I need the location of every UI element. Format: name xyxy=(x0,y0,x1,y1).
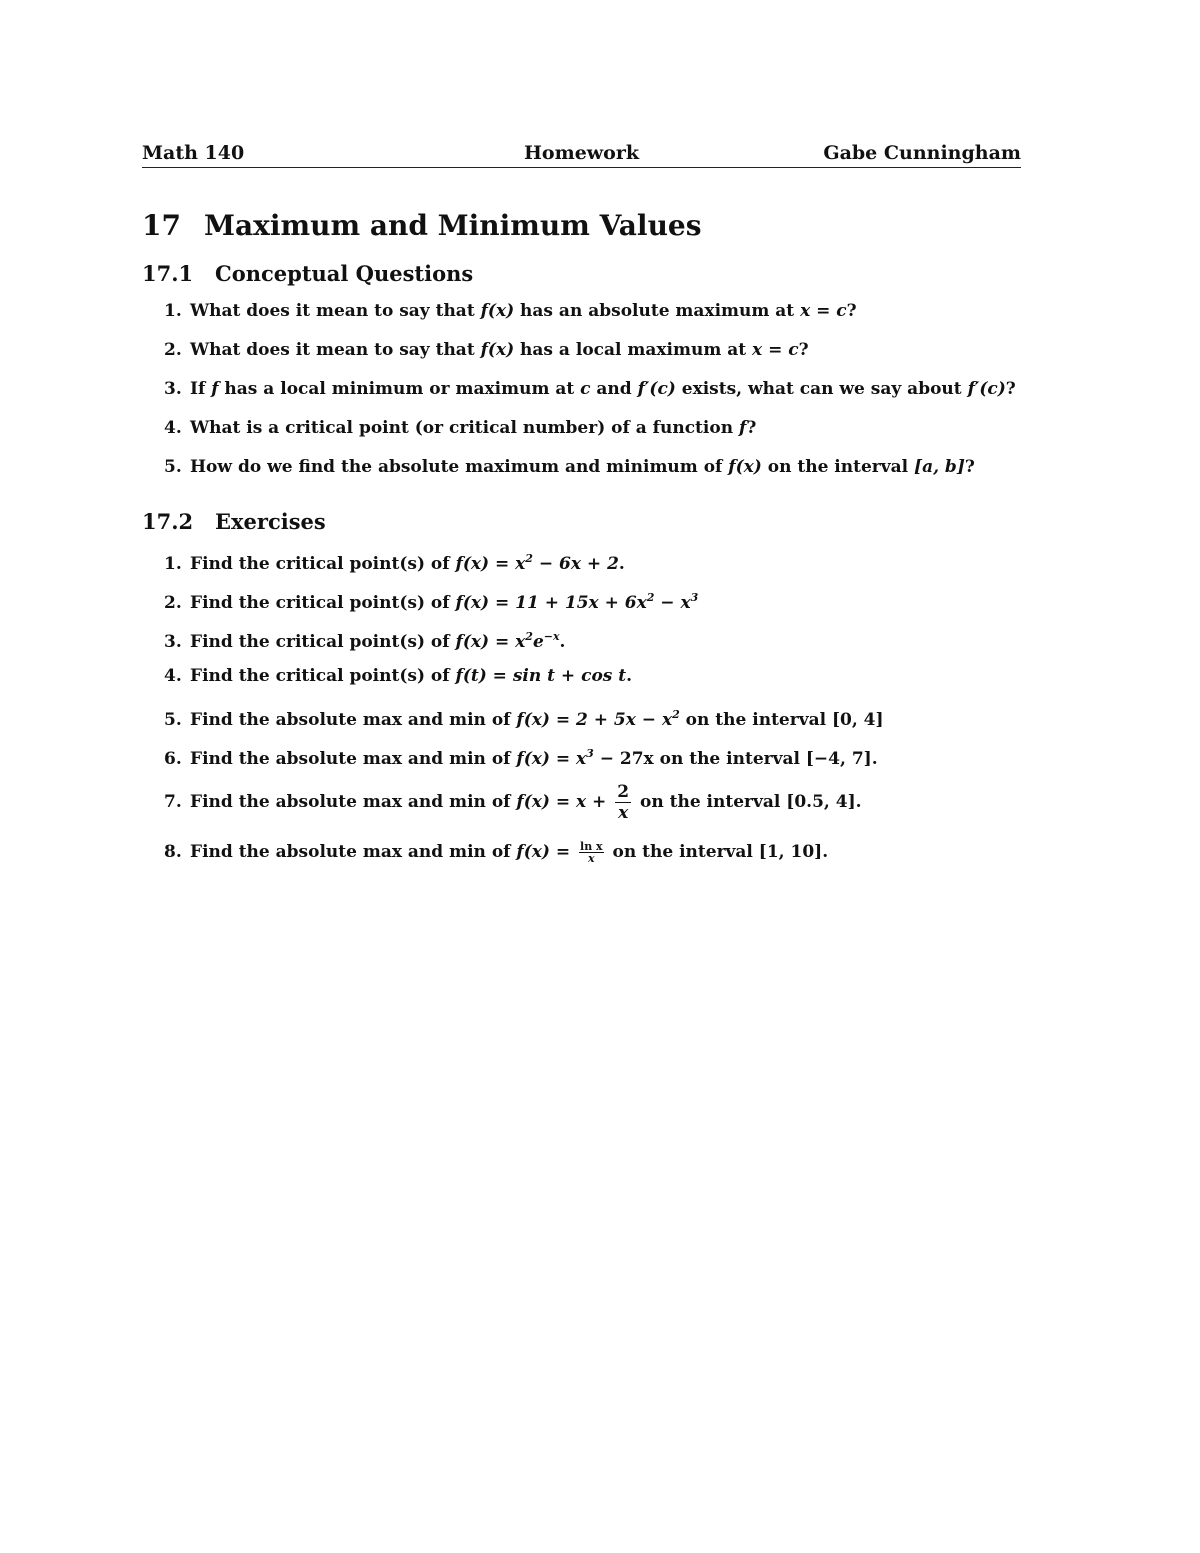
section-number: 17 xyxy=(142,209,181,242)
list-item: 4. What is a critical point (or critical number) of a function f? xyxy=(164,418,757,438)
list-item: 2. Find the critical point(s) of $f(x) = 11 + 15x + 6x^2 - x^3$ xyxy=(164,591,699,613)
list-item: 5. Find the absolute max and min of $f(x) = 2 + 5x - x^2$ on the interval [0, 4] xyxy=(164,708,884,730)
subsection-heading-conceptual xyxy=(142,259,473,289)
course-name: Math 140 xyxy=(142,142,245,164)
list-item: 8. Find the absolute max and min of f(x) = $\frac{\text{ln x}}{x}$ on the interval [1, 10]. xyxy=(164,840,829,865)
page-header xyxy=(142,141,1021,168)
list-item: 6. Find the absolute max and min of $f(x) = x^3 - 27x$ on the interval [−4, 7]. xyxy=(164,747,878,769)
fraction: $\frac{2}{x}$ xyxy=(617,782,630,823)
subsection-number: 17.1 xyxy=(142,261,194,286)
fraction: $\frac{\text{ln x}}{x}$ xyxy=(580,840,603,865)
list-item: 3. Find the critical point(s) of $f(x) = x^2e^{-x}$. xyxy=(164,630,566,652)
list-item: 7. Find the absolute max and min of f(x) = x + $\frac{2}{x}$ on the interval [0.5, 4]. xyxy=(164,782,862,823)
list-item: 1. What does it mean to say that f(x) has an absolute maximum at x = c? xyxy=(164,301,857,321)
list-item: 5. How do we find the absolute maximum and minimum of f(x) on the interval [a, b]? xyxy=(164,457,975,477)
list-item: 3. If f has a local minimum or maximum at c and f′(c) exists, what can we say about f′(c)? xyxy=(164,379,1016,399)
list-item: 1. Find the critical point(s) of $f(x) = x^2 - 6x + 2$. xyxy=(164,552,625,574)
subsection-title: Conceptual Questions xyxy=(215,261,474,286)
subsection-heading-exercises xyxy=(142,507,326,537)
subsection-number: 17.2 xyxy=(142,509,194,534)
list-item: 4. Find the critical point(s) of f(t) = sin t + cos t. xyxy=(164,666,633,686)
document-type: Homework xyxy=(523,142,640,164)
list-item: 2. What does it mean to say that f(x) has a local maximum at x = c? xyxy=(164,340,809,360)
author-name: Gabe Cunningham xyxy=(823,142,1021,164)
subsection-title: Exercises xyxy=(215,509,326,534)
section-title: Maximum and Minimum Values xyxy=(204,209,702,242)
section-heading xyxy=(142,206,702,246)
